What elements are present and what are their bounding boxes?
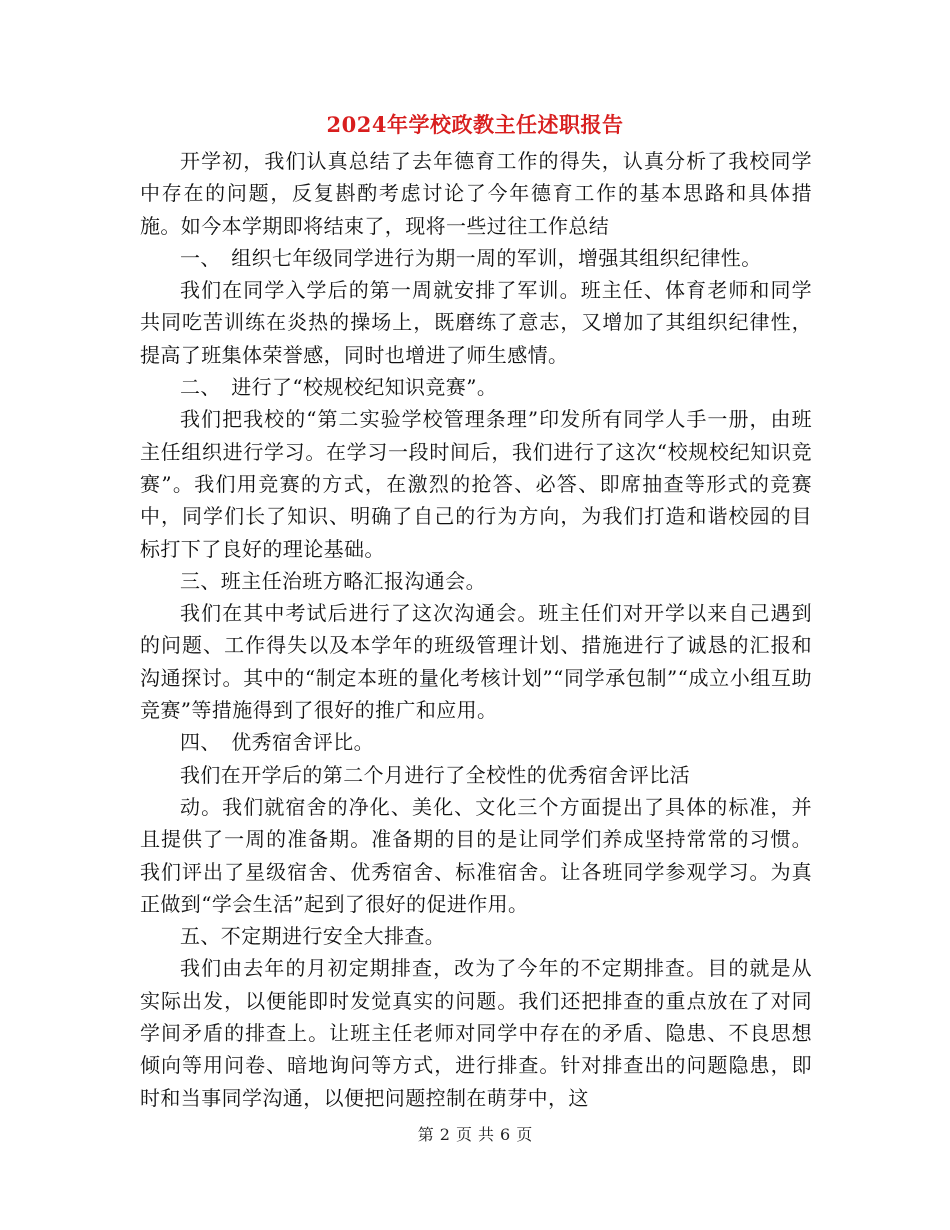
paragraph: 动。我们就宿舍的净化、美化、文化三个方面提出了具体的标准，并且提供了一周的准备期。准备期的目的是让同学们养成坚持常常的习惯。我们评出了星级宿舍、优秀宿舍、标准宿舍。让各班同学参观学习。为真正做到“学会生活”起到了很好的促进作用。 [140,794,812,916]
paragraph: 我们在其中考试后进行了这次沟通会。班主任们对开学以来自己遇到的问题、工作得失以及本学年的班级管理计划、措施进行了诚恳的汇报和沟通探讨。其中的“制定本班的量化考核计划”“同学承包制”“成立小组互助竞赛”等措施得到了很好的推广和应用。 [140,601,812,723]
footer-label-total: 共 [478,1125,495,1144]
footer-label-page: 第 [417,1125,434,1144]
paragraph: 开学初，我们认真总结了去年德育工作的得失，认真分析了我校同学中存在的问题，反复斟酌考虑讨论了今年德育工作的基本思路和具体措施。如今本学期即将结束了，现将一些过往工作总结 [140,149,812,238]
section-heading: 五、不定期进行安全大排查。 [180,924,446,949]
document-title: 2024年学校政教主任述职报告 [326,112,624,137]
paragraph: 我们由去年的月初定期排查，改为了今年的不定期排查。目的就是从实际出发，以便能即时发觉真实的问题。我们还把排查的重点放在了对同学间矛盾的排查上。让班主任老师对同学中存在的矛盾、隐患、不良思想倾向等用问卷、暗地询问等方式，进行排查。针对排查出的问题隐患，即时和当事同学沟通，以便把问题控制在萌芽中，这 [140,956,812,1110]
document-body [140,145,812,1114]
paragraph: 我们在同学入学后的第一周就安排了军训。班主任、体育老师和同学共同吃苦训练在炎热的操场上，既磨练了意志，又增加了其组织纪律性，提高了班集体荣誉感，同时也增进了师生感情。 [140,278,812,367]
paragraph: 我们在开学后的第二个月进行了全校性的优秀宿舍评比活 [180,762,690,787]
section-heading: 二、 进行了“校规校纪知识竞赛”。 [180,375,498,400]
paragraph: 我们把我校的“第二实验学校管理条理”印发所有同学人手一册，由班主任组织进行学习。在学习一段时间后，我们进行了这次“校规校纪知识竞赛”。我们用竞赛的方式，在激烈的抢答、必答、即席抽查等形式的竞赛中，同学们长了知识、明确了自己的行为方向，为我们打造和谐校园的目标打下了良好的理论基础。 [140,407,812,561]
footer-total-pages: 6 [500,1125,511,1144]
page-footer [0,1124,950,1146]
section-heading: 四、 优秀宿舍评比。 [180,730,374,755]
section-heading: 一、 组织七年级同学进行为期一周的军训，增强其组织纪律性。 [180,245,762,270]
footer-current-page: 2 [439,1125,450,1144]
section-heading: 三、班主任治班方略汇报沟通会。 [180,568,486,593]
footer-label-of: 页 [455,1125,472,1144]
footer-label-end: 页 [516,1125,533,1144]
